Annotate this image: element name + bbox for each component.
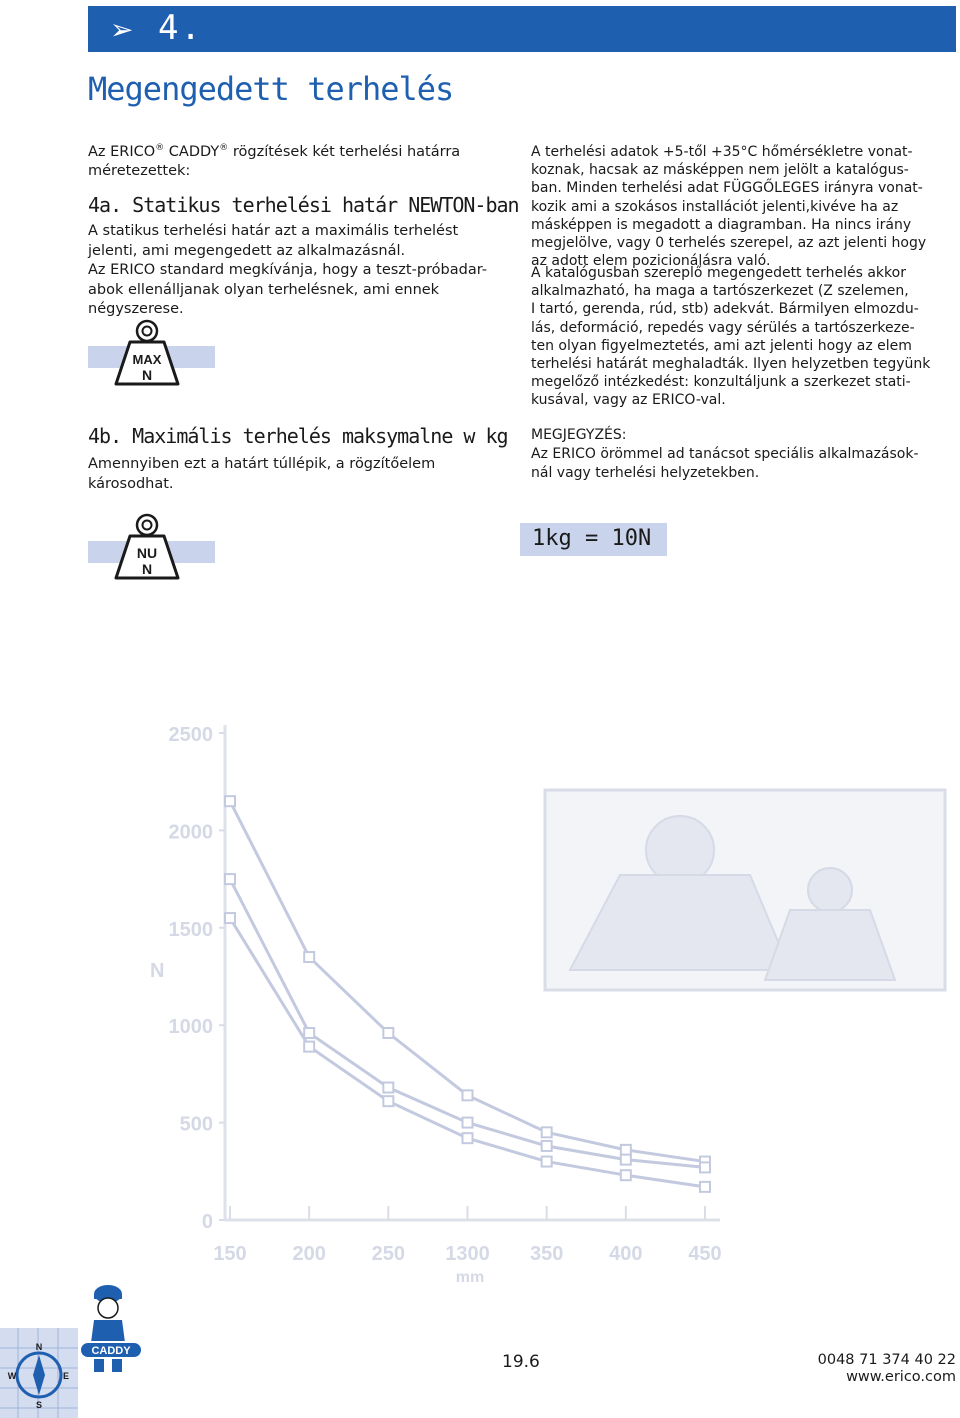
intro-text-4: méretezettek: [88,163,191,180]
data-point [542,1157,552,1167]
x-tick-label: 250 [371,1243,406,1265]
para2-line: megelőző intézkedést: konzultáljunk a szerkezet stati- [531,374,911,391]
data-point [463,1090,473,1100]
x-axis-label: mm [455,1269,485,1286]
section-b-heading: 4b. Maximális terhelés maksymalne w kg [88,424,508,448]
y-tick-label: 2000 [168,821,213,844]
x-tick-label: 350 [529,1243,564,1265]
intro-paragraph [88,139,508,182]
y-tick-label: 1000 [168,1016,213,1039]
section-a-line: jelenti, ami megengedett az alkalmazásnál. [88,242,406,259]
registered-mark: ® [219,143,229,153]
para2-line: terhelési határát meghaladták. Ilyen helyzetben tegyünk [531,356,931,373]
data-point [542,1141,552,1151]
data-point [225,874,235,884]
intro-text-2: CADDY [164,143,220,160]
y-tick-label: 2500 [168,724,213,746]
data-point [383,1083,393,1093]
page-title: Megengedett terhelés [88,70,454,108]
intro-text-3: rögzítések két terhelési határra [228,143,461,160]
data-point [700,1162,710,1172]
y-axis-label: N [150,960,165,982]
registered-mark: ® [155,143,165,153]
data-point [542,1127,552,1137]
para1-line: megjelölve, vagy 0 terhelés szerepel, az azt jelenti hogy [531,235,927,252]
section-b-line: Amennyiben ezt a határt túllépik, a rögzítőelem [88,456,436,472]
temperature-paragraph [531,143,956,270]
data-point [304,1042,314,1052]
chapter-arrow-icon: ➢ [110,13,136,46]
section-b-body [88,455,508,494]
compass-south-label: S [35,1400,43,1410]
note-label: MEGJEGYZÉS: [531,427,627,443]
para2-line: kusával, vagy az ERICO-val. [531,392,726,409]
y-tick-label: 0 [201,1211,213,1233]
chapter-number [110,8,203,48]
catalog-paragraph [531,264,956,410]
data-point [463,1118,473,1128]
x-tick-label: 200 [292,1243,326,1265]
data-point [463,1133,473,1143]
data-point [621,1145,631,1155]
para2-line: alkalmazható, ha maga a tartószerkezet (Z szelemen, [531,283,909,300]
nu-label: NU [136,545,158,561]
para1-line: koznak, hacsak az másképpen nem jelölt a katalógus- [531,162,909,179]
data-point [383,1028,393,1038]
para1-line: az adott elem pozicionálásra való. [531,253,771,270]
data-point [700,1182,710,1192]
page-number: 19.6 [502,1352,540,1372]
para2-line: A katalógusban szereplő megengedett terhelés akkor [531,265,906,281]
data-point [621,1170,631,1180]
data-point [621,1155,631,1165]
x-tick-label: 150 [213,1243,247,1265]
para2-line: ten olyan figyelmeztetés, ami azt jelenti hogy az elem [531,337,912,354]
para2-line: lás, deformáció, repedés vagy sérülés a tartószerkeze- [531,319,915,336]
para1-line: A terhelési adatok +5-től +35°C hőmérsékletre vonat- [531,144,913,160]
para1-line: ban. Minden terhelési adat FÜGGŐLEGES irányra vonat- [531,180,923,197]
x-tick-label: 1300 [445,1243,490,1265]
caddy-mascot-logo [80,1280,142,1390]
section-b-line: károsodhat. [88,475,174,492]
para1-line: másképpen is megadott a diagramban. Ha nincs irány [531,216,912,233]
x-tick-label: 450 [688,1243,722,1265]
chapter-header-bar [88,6,956,52]
compass-north-label: N [35,1342,43,1352]
phone-number: 0048 71 374 40 22 [817,1352,956,1368]
load-chart [150,715,960,1295]
intro-text-1: Az ERICO [88,143,156,160]
compass-west-label: W [7,1371,17,1381]
data-point [225,913,235,923]
para1-line: kozik ami a szokásos installációt jelenti,kivéve ha az [531,198,899,215]
x-tick-labels [213,1206,721,1265]
nu-load-weight-icon [112,512,182,584]
caddy-logo-text: CADDY [91,1345,131,1357]
section-a-line: Az ERICO standard megkívánja, hogy a teszt-próbadar- [88,262,487,278]
section-a-line: A statikus terhelési határ azt a maximális terhelést [88,223,459,239]
section-a-heading: 4a. Statikus terhelési határ NEWTON-ban [88,193,519,217]
unit-conversion-text: 1kg = 10N [532,526,652,551]
para2-line: I tartó, gerenda, rúd, stb) adekvát. Bármilyen elmozdu- [531,301,919,318]
section-a-line: négyszerese. [88,301,184,317]
note-line: nál vagy terhelési helyzetekben. [531,465,760,481]
compass-east-label: E [62,1371,70,1381]
data-point [304,1028,314,1038]
data-point [383,1096,393,1106]
y-tick-labels [169,724,226,1233]
y-tick-label: 1500 [168,918,213,941]
note-line: Az ERICO örömmel ad tanácsot speciális alkalmazások- [531,446,919,462]
data-point [225,796,235,806]
section-a-body [88,222,508,320]
unit-conversion-box [520,523,667,556]
max-label: MAX [132,352,162,367]
chapter-label: 4. [157,8,203,48]
max-unit-label: N [141,367,153,383]
website-link[interactable]: www.erico.com [846,1369,956,1385]
nu-unit-label: N [141,561,153,577]
compass-icon [0,1328,78,1418]
note-paragraph [531,426,956,483]
section-a-line: abok ellenálljanak olyan terhelésnek, ami ennek [88,281,440,298]
x-tick-label: 400 [609,1243,643,1265]
max-load-weight-icon [112,318,182,390]
y-tick-label: 500 [179,1113,213,1136]
data-point [304,952,314,962]
